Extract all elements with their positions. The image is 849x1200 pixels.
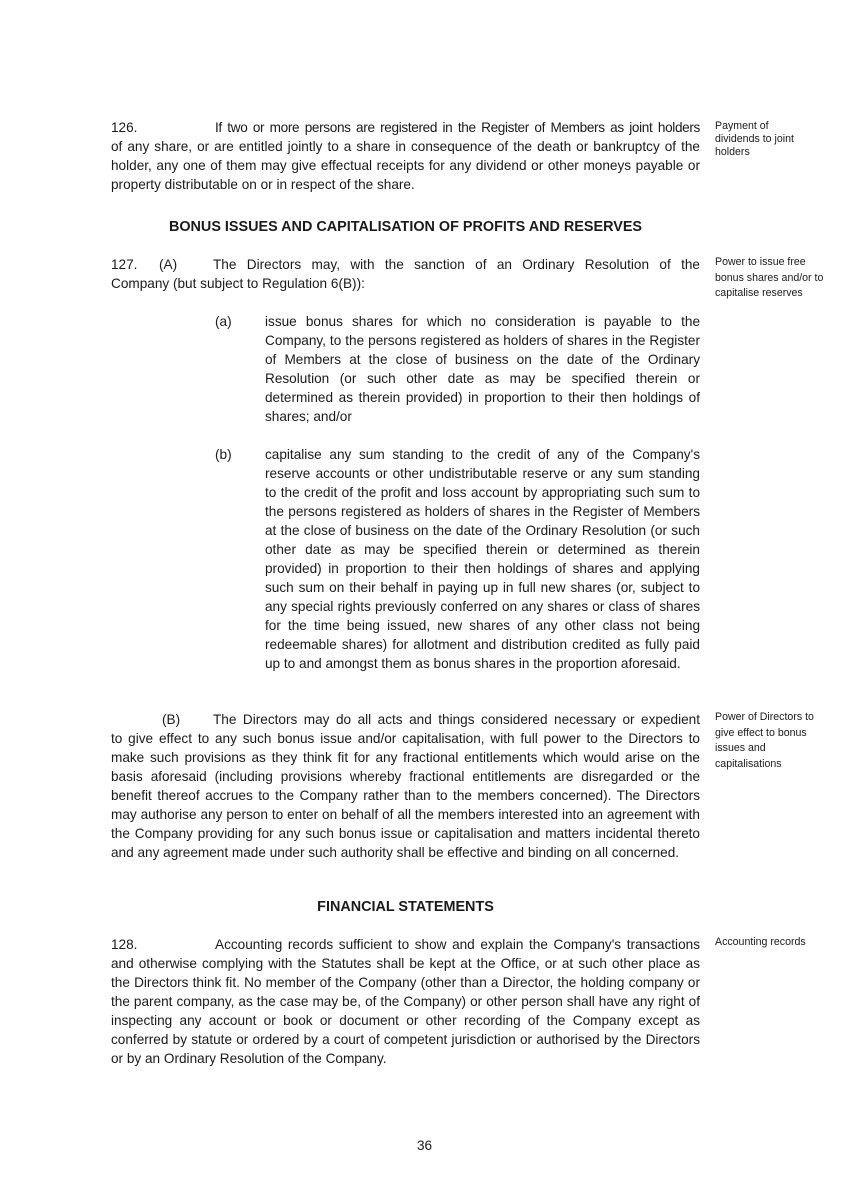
- part-b-lead-text: The Directors may do all acts and things considered necessary or expedient: [213, 712, 700, 727]
- sub-item-text: capitalise any sum standing to the credit of any of the Company's reserve accounts or other undistributable reserve or any sum standing to the credit of the profit and loss account by appropriating such sum to the persons registered as holders of shares in the Register of Members at the close of business on the date of the Ordinary Resolution (or such other date as may be specified therein or determined as therein provided) in proportion to their then holdings of shares and applying such sum on their behalf in paying up in full new shares (or, subject to any special rights previously conferred on any shares or class of shares for the time being issued, new shares of any other class not being redeemable shares) for allotment and distribution credited as fully paid up to and amongst them as bonus shares in the proportion aforesaid.: [265, 447, 700, 671]
- margin-note-payment-of-dividends: Payment of dividends to joint holders: [715, 120, 794, 158]
- sub-item-label: (a): [215, 314, 232, 329]
- page-number: 36: [416, 1138, 433, 1153]
- regulation-128: [111, 935, 700, 1068]
- regulation-128-first-line: [111, 935, 700, 954]
- regulation-lead-text: Accounting records sufficient to show and explain the Company's transactions: [215, 937, 700, 952]
- sub-item-text: issue bonus shares for which no consideration is payable to the Company, to the persons registered as holders of shares in the Register of Members at the close of business on the date of the Ordinary Resolution (or such other date as may be specified therein or determined as therein provided) in proportion to their then holdings of shares; and/or: [265, 314, 700, 424]
- sub-item-a: [215, 312, 700, 426]
- part-a-body-text: Company (but subject to Regulation 6(B)):: [111, 276, 365, 291]
- part-b-body-text: to give effect to any such bonus issue and/or capitalisation, with full power to the Directors to make such provisions as they think fit for any fractional entitlements which would arise on the basis aforesaid (including provisions whereby fractional entitlements are disregarded or the benefit thereof accrues to the Company rather than to the members concerned). The Directors may authorise any person to enter on behalf of all the members interested into an agreement with the Company providing for any such bonus issue or capitalisation and matters incidental thereto and any agreement made under such authority shall be effective and binding on all concerned.: [111, 731, 700, 860]
- regulation-126: [111, 118, 700, 194]
- regulation-lead-text: If two or more persons are registered in the Register of Members as joint holders: [215, 120, 700, 135]
- section-heading-financial-statements: FINANCIAL STATEMENTS: [317, 899, 494, 915]
- regulation-126-first-line: [111, 118, 700, 137]
- margin-note-power-of-directors: Power of Directors to give effect to bonus issues and capitalisations: [715, 711, 814, 770]
- margin-note-accounting-records: Accounting records: [715, 936, 806, 948]
- part-label: (B): [162, 712, 181, 727]
- part-b-first-line: [111, 710, 700, 729]
- regulation-body-text: and otherwise complying with the Statutes shall be kept at the Office, or at such other place as the Directors think fit. No member of the Company (other than a Director, the holding company or the parent company, as the case may be, of the Company) or other person shall have any right of inspecting any account or book or document or other recording of the Company except as conferred by statute or ordered by a court of competent jurisdiction or authorised by the Directors or by an Ordinary Resolution of the Company.: [111, 956, 700, 1066]
- part-a-lead-text: The Directors may, with the sanction of an Ordinary Resolution of the: [213, 257, 700, 272]
- regulation-number: 126.: [111, 120, 138, 135]
- regulation-127-first-line: [111, 255, 700, 274]
- regulation-127-a: [111, 255, 700, 293]
- regulation-body-text: of any share, or are entitled jointly to a share in consequence of the death or bankruptcy of the holder, any one of them may give effectual receipts for any dividend or other moneys payable or property distributable on or in respect of the share.: [111, 139, 700, 192]
- regulation-127-b: [111, 710, 700, 862]
- margin-note-power-to-issue-bonus: Power to issue free bonus shares and/or to capitalise reserves: [715, 256, 824, 299]
- section-heading-bonus-issues: BONUS ISSUES AND CAPITALISATION OF PROFITS AND RESERVES: [168, 219, 643, 235]
- sub-item-label: (b): [215, 447, 232, 462]
- regulation-number: 127.: [111, 257, 138, 272]
- part-label: (A): [159, 257, 178, 272]
- regulation-number: 128.: [111, 937, 138, 952]
- sub-item-b: [215, 445, 700, 673]
